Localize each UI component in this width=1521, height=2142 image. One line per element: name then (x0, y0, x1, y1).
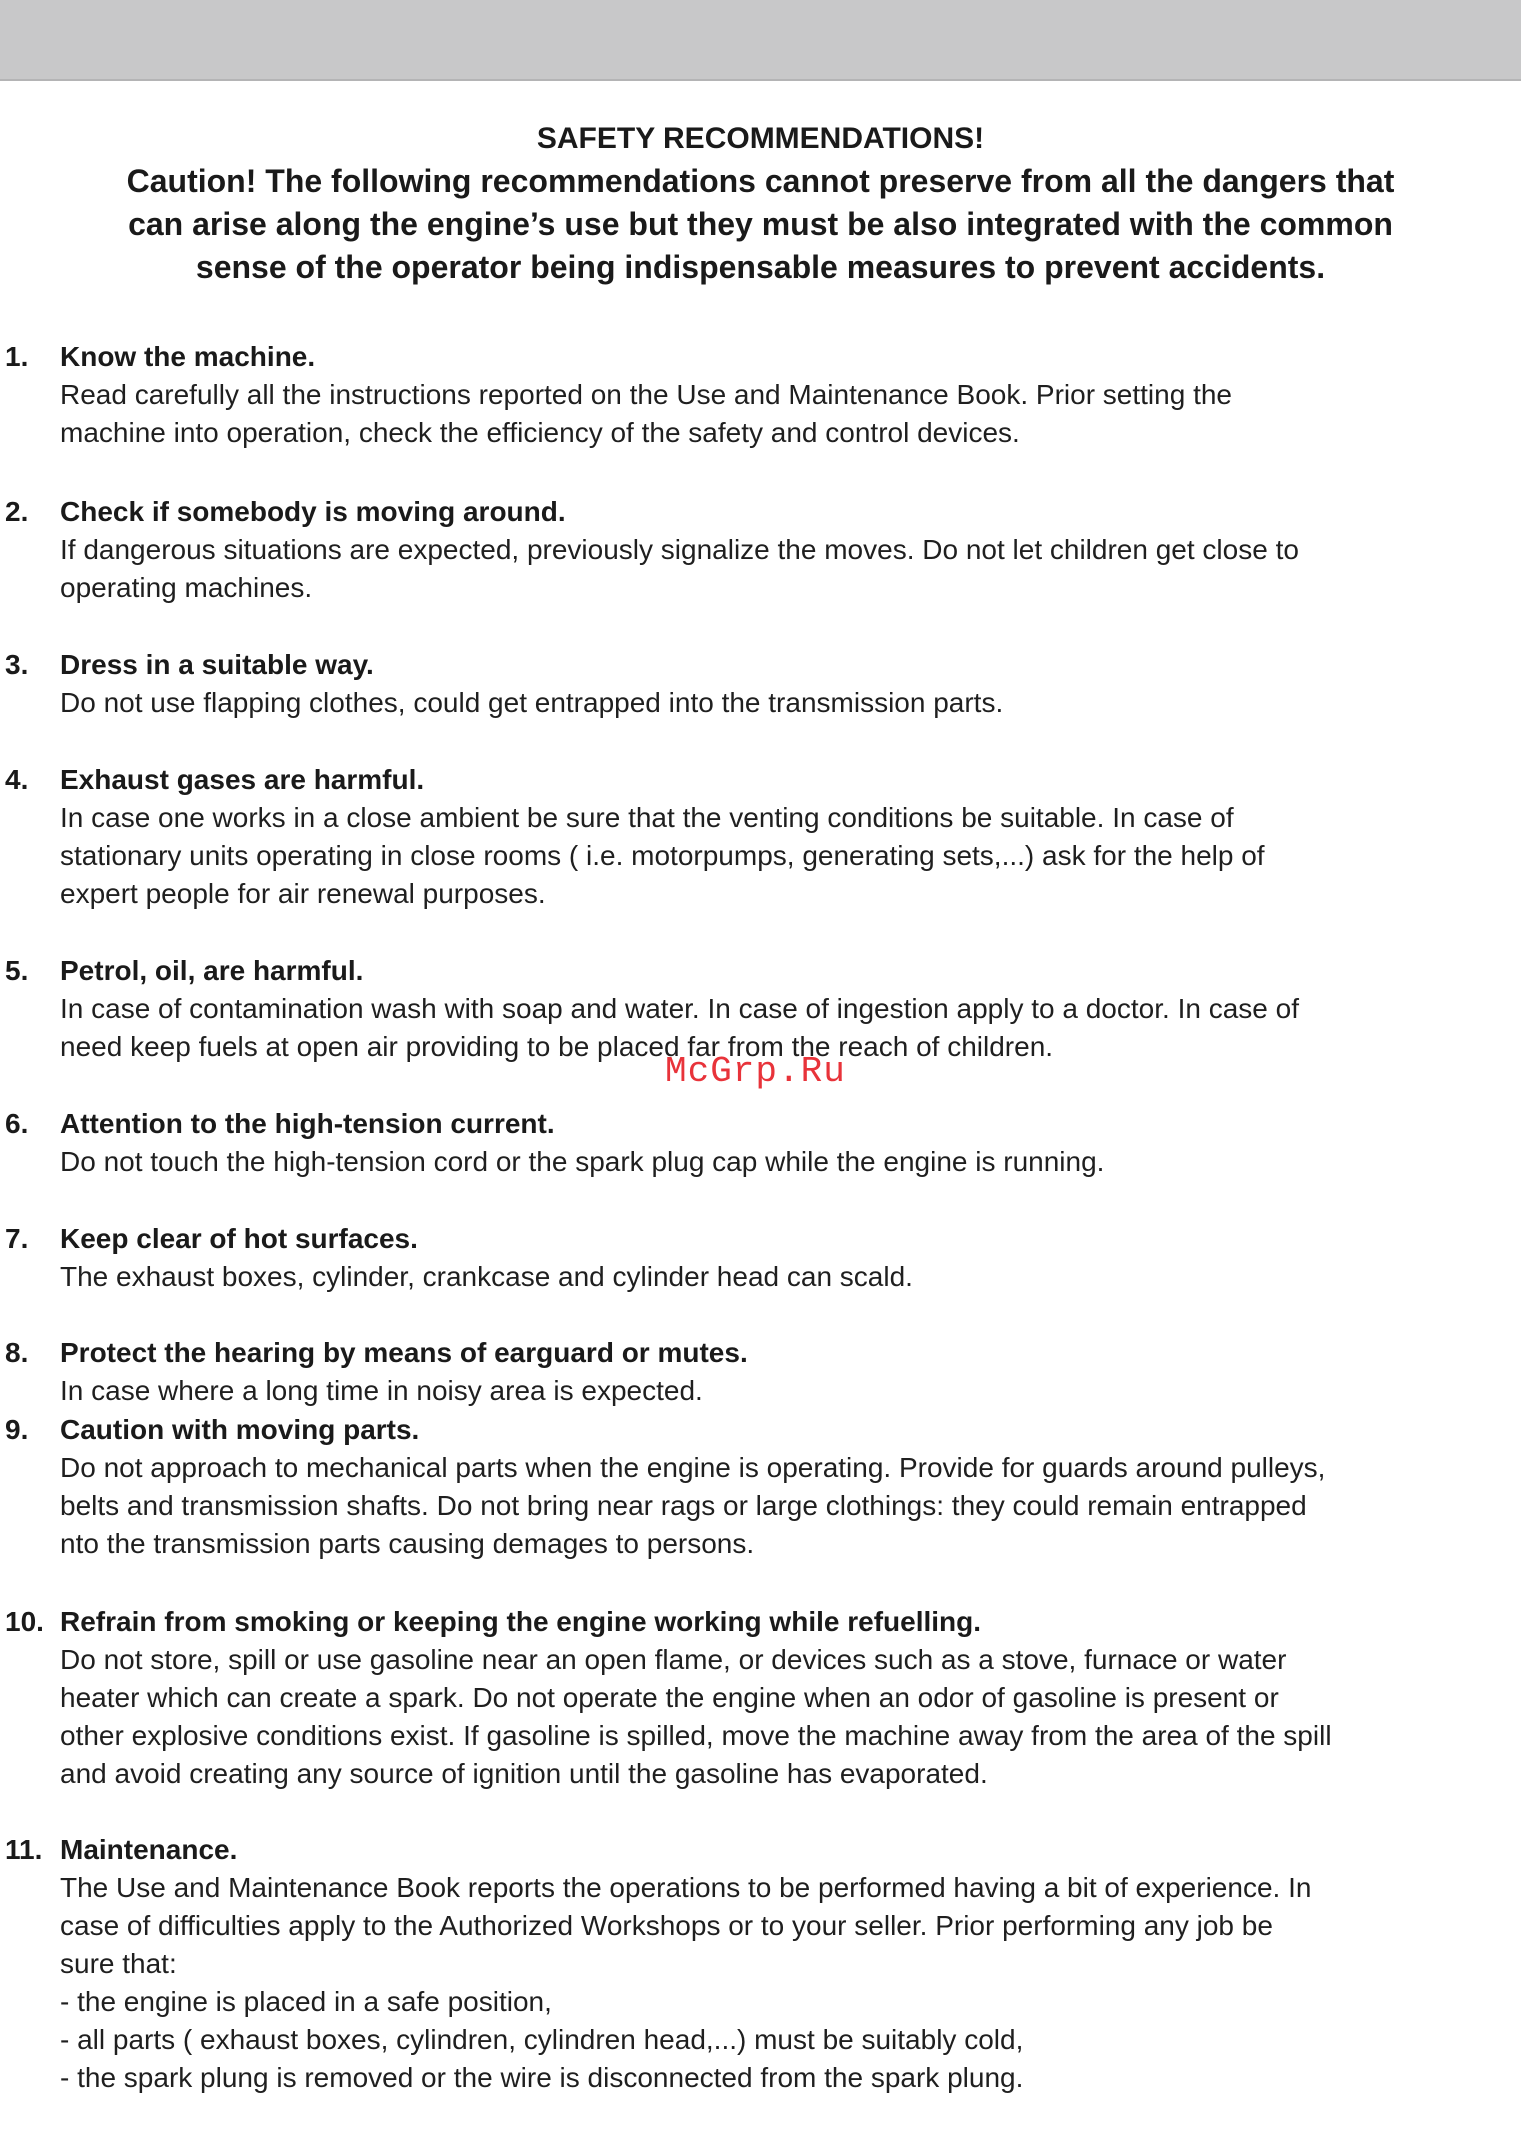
item-text-line: sure that: (60, 1948, 177, 1979)
list-item (0, 1105, 1521, 1181)
item-text-line: In case one works in a close ambient be sure that the venting conditions be suitable. In case of (60, 802, 1234, 833)
item-text-line: Do not use flapping clothes, could get entrapped into the transmission parts. (60, 687, 1004, 718)
list-item (0, 952, 1521, 1066)
caution-line: Caution! The following recommendations cannot preserve from all the dangers that (126, 163, 1395, 199)
item-heading: Caution with moving parts. (60, 1414, 420, 1445)
item-number: 3. (5, 649, 29, 680)
item-text-line: need keep fuels at open air providing to be placed far from the reach of children. (60, 1031, 1054, 1062)
list-item (0, 1334, 1521, 1410)
caution-line: can arise along the engine’s use but they must be also integrated with the common (128, 206, 1393, 242)
caution-line: sense of the operator being indispensable measures to prevent accidents. (195, 249, 1326, 285)
item-text-line: Do not store, spill or use gasoline near an open flame, or devices such as a stove, furnace or water (60, 1644, 1287, 1675)
item-text-line: In case where a long time in noisy area is expected. (60, 1375, 703, 1406)
item-heading: Maintenance. (60, 1834, 238, 1865)
item-text-line: The exhaust boxes, cylinder, crankcase and cylinder head can scald. (60, 1261, 913, 1292)
item-text-line: The Use and Maintenance Book reports the operations to be performed having a bit of experience. In (60, 1872, 1312, 1903)
item-heading: Attention to the high-tension current. (60, 1108, 555, 1139)
item-number: 7. (5, 1223, 29, 1254)
item-number: 9. (5, 1414, 29, 1445)
item-text-line: and avoid creating any source of ignition until the gasoline has evaporated. (60, 1758, 988, 1789)
item-heading: Dress in a suitable way. (60, 649, 374, 680)
item-body (60, 1869, 1500, 2097)
list-item (0, 1831, 1521, 2097)
list-item (0, 646, 1521, 722)
watermark-text: McGrp.Ru (665, 1051, 846, 1092)
list-item (0, 1220, 1521, 1296)
list-item (0, 1411, 1521, 1563)
item-heading: Keep clear of hot surfaces. (60, 1223, 418, 1254)
item-text-line: stationary units operating in close rooms ( i.e. motorpumps, generating sets,...) ask for the help of (60, 840, 1265, 871)
list-item (0, 338, 1521, 452)
item-heading: Know the machine. (60, 341, 316, 372)
item-number: 8. (5, 1337, 29, 1368)
item-body (60, 1449, 1500, 1563)
item-body (60, 799, 1500, 913)
item-number: 2. (5, 496, 29, 527)
item-body (60, 1372, 1500, 1410)
item-text-line: case of difficulties apply to the Authorized Workshops or to your seller. Prior performing any job be (60, 1910, 1273, 1941)
item-heading: Check if somebody is moving around. (60, 496, 566, 527)
item-body (60, 1143, 1500, 1181)
item-number: 5. (5, 955, 29, 986)
item-text-line: Read carefully all the instructions reported on the Use and Maintenance Book. Prior setting the (60, 379, 1232, 410)
item-text-line: belts and transmission shafts. Do not bring near rags or large clothings: they could remain entrapped (60, 1490, 1307, 1521)
item-body (60, 531, 1500, 607)
item-text-line: machine into operation, check the efficiency of the safety and control devices. (60, 417, 1020, 448)
item-text-line: - the engine is placed in a safe position, (60, 1986, 552, 2017)
item-body (60, 684, 1500, 722)
list-item (0, 761, 1521, 913)
item-number: 11. (5, 1834, 43, 1865)
item-text-line: - all parts ( exhaust boxes, cylindren, cylindren head,...) must be suitably cold, (60, 2024, 1024, 2055)
item-text-line: heater which can create a spark. Do not operate the engine when an odor of gasoline is present or (60, 1682, 1279, 1713)
item-text-line: Do not touch the high-tension cord or the spark plug cap while the engine is running. (60, 1146, 1105, 1177)
item-heading: Exhaust gases are harmful. (60, 764, 425, 795)
item-number: 10. (5, 1606, 44, 1637)
page-header-band (0, 0, 1521, 81)
page-title: SAFETY RECOMMENDATIONS! (536, 122, 985, 155)
item-text-line: nto the transmission parts causing demages to persons. (60, 1528, 755, 1559)
item-heading: Refrain from smoking or keeping the engine working while refuelling. (60, 1606, 982, 1637)
document-header (0, 118, 1521, 289)
item-heading: Protect the hearing by means of earguard or mutes. (60, 1337, 748, 1368)
item-number: 1. (5, 341, 29, 372)
item-text-line: In case of contamination wash with soap and water. In case of ingestion apply to a doctor. In case of (60, 993, 1299, 1024)
item-text-line: - the spark plung is removed or the wire is disconnected from the spark plung. (60, 2062, 1024, 2093)
list-item (0, 1603, 1521, 1793)
list-item (0, 493, 1521, 607)
item-body (60, 376, 1500, 452)
item-text-line: expert people for air renewal purposes. (60, 878, 546, 909)
item-text-line: operating machines. (60, 572, 313, 603)
item-number: 6. (5, 1108, 29, 1139)
item-text-line: If dangerous situations are expected, previously signalize the moves. Do not let children get close to (60, 534, 1299, 565)
item-number: 4. (5, 764, 29, 795)
item-heading: Petrol, oil, are harmful. (60, 955, 364, 986)
item-text-line: Do not approach to mechanical parts when the engine is operating. Provide for guards around pulleys, (60, 1452, 1326, 1483)
item-body (60, 1641, 1500, 1793)
item-text-line: other explosive conditions exist. If gasoline is spilled, move the machine away from the area of the spill (60, 1720, 1332, 1751)
item-body (60, 1258, 1500, 1296)
